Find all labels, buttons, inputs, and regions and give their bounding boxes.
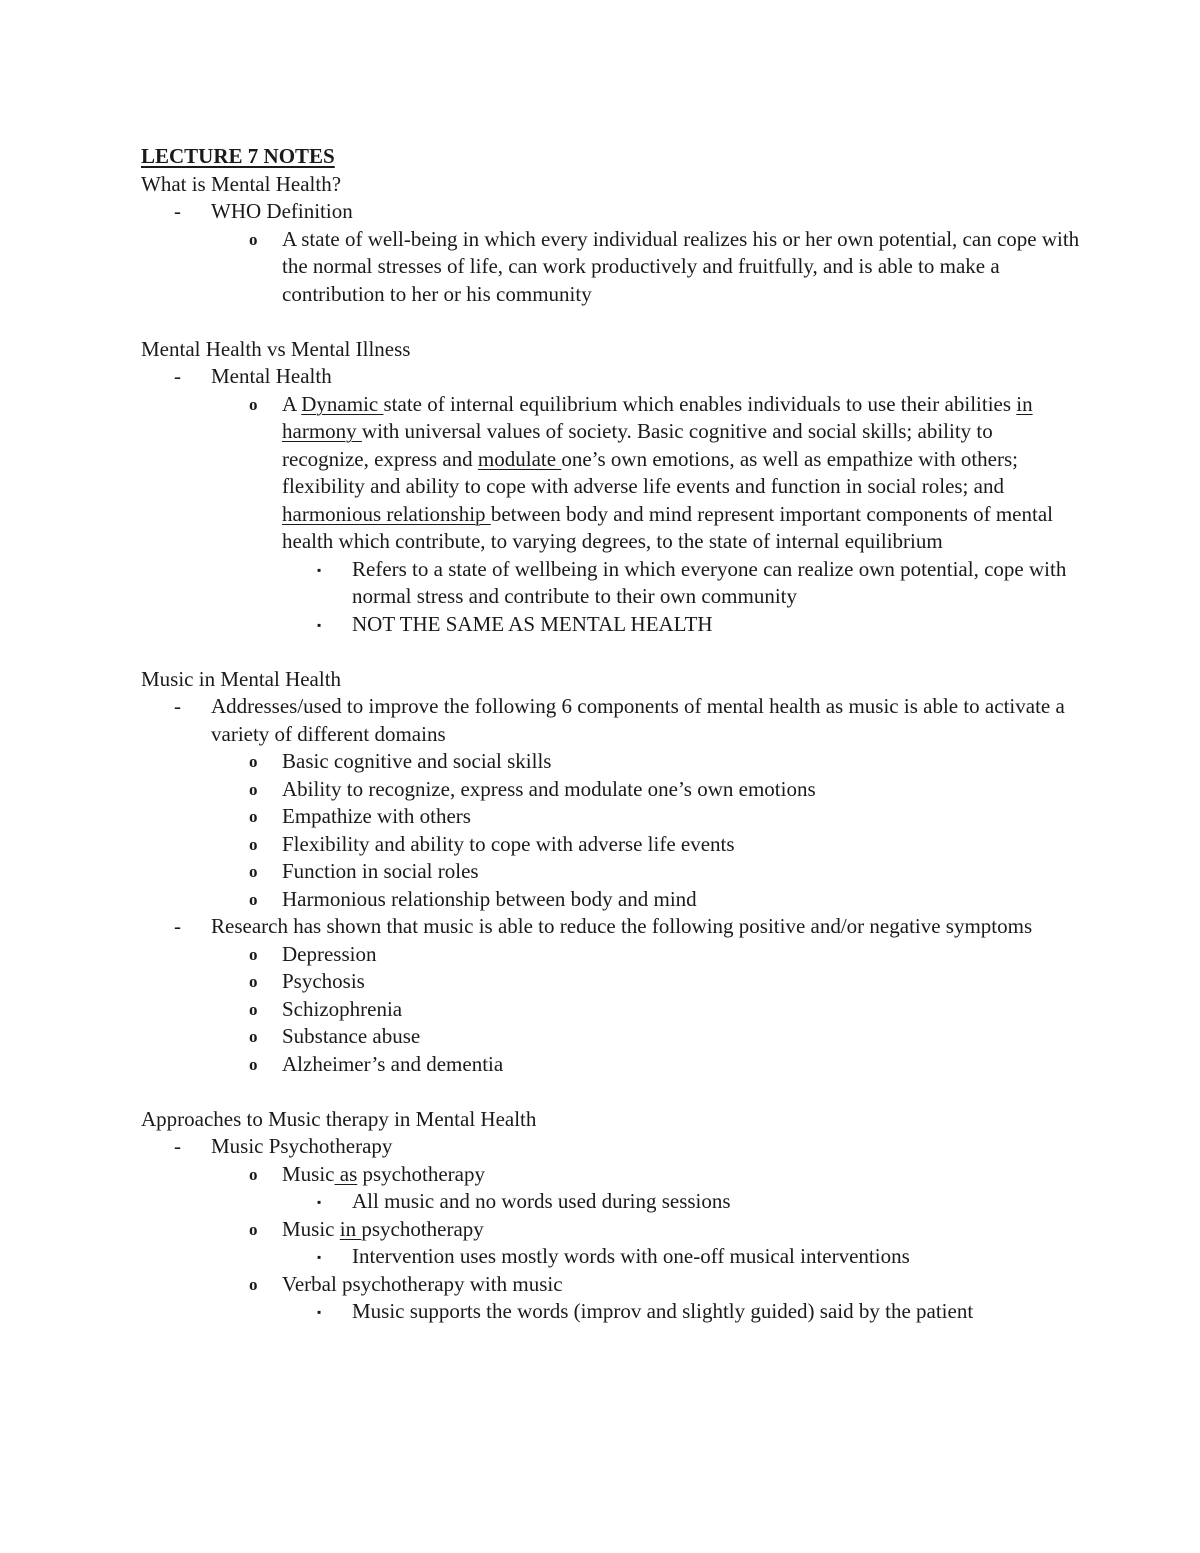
circle-bullet-icon: o xyxy=(249,1274,258,1294)
circle-bullet-icon: o xyxy=(249,999,258,1019)
list-item: ▪ Music supports the words (improv and slightly guided) said by the patient xyxy=(141,1298,1081,1326)
dash-bullet: - xyxy=(174,914,181,938)
spacer xyxy=(141,308,1081,336)
list-item: ▪ Refers to a state of wellbeing in which everyone can realize own potential, cope with normal stress and contribute to their own community xyxy=(317,556,1067,608)
dash-bullet: - xyxy=(174,199,181,223)
list-item: - Addresses/used to improve the following 6 components of mental health as music is able to activate a variety of different domains xyxy=(174,694,1065,746)
underlined-term: modulate xyxy=(477,446,562,471)
section-heading-mh-vs-mi: Mental Health vs Mental Illness xyxy=(141,336,411,361)
list-item: o A state of well-being in which every individual realizes his or her own potential, can cope with the normal stresses of life, can work productively and fruitfully, and is able to make a contribution to her or his community xyxy=(249,226,1080,306)
list-item: - Mental Health xyxy=(141,363,1081,391)
circle-bullet-icon: o xyxy=(249,889,258,909)
list-item xyxy=(141,391,1081,556)
underlined-term: as xyxy=(334,1161,358,1186)
list-item: ▪ All music and no words used during sessions xyxy=(141,1188,1081,1216)
circle-bullet-icon: o xyxy=(249,1027,258,1046)
underlined-term: in xyxy=(339,1216,362,1241)
circle-bullet-icon: o xyxy=(249,944,258,964)
list-item: - WHO Definition xyxy=(141,198,1081,226)
list-item: o Ability to recognize, express and modulate one’s own emotions xyxy=(141,776,1081,804)
list-item: o Empathize with others xyxy=(141,803,1081,831)
dash-bullet: - xyxy=(174,694,181,718)
circle-bullet-icon: o xyxy=(249,752,258,771)
list-item: o Harmonious relationship between body and mind xyxy=(141,886,1081,914)
definition-text: A Dynamic state of internal equilibrium which enables individuals to use their abilities in harmony with universal values of society. Basic cognitive and social skills; ability to recognize, express and modulate one’s own emotions, as well as empathize with others; flexibility and ability to cope with adverse life events and function in social roles; and harmonious relationship between body and mind represent important components of mental health which contribute, to varying degrees, to the state of internal equilibrium xyxy=(282,391,1053,553)
underlined-term: in harmony xyxy=(282,391,1033,443)
circle-bullet-icon: o xyxy=(249,862,258,881)
list-item: o Basic cognitive and social skills xyxy=(141,748,1081,776)
underlined-term: harmonious relationship xyxy=(282,501,491,526)
square-bullet-icon: ▪ xyxy=(317,617,322,632)
dash-bullet: - xyxy=(174,364,181,388)
section-heading-approaches: Approaches to Music therapy in Mental Health xyxy=(141,1106,537,1131)
circle-bullet-icon: o xyxy=(249,1164,258,1184)
list-item: o Music in psychotherapy xyxy=(141,1216,1081,1244)
list-item: o Psychosis xyxy=(141,968,1081,996)
list-item: o Alzheimer’s and dementia xyxy=(141,1051,1081,1079)
list-item: o Flexibility and ability to cope with adverse life events xyxy=(141,831,1081,859)
list-item: o Substance abuse xyxy=(141,1023,1081,1051)
circle-bullet-icon: o xyxy=(249,779,258,799)
list-item: o Depression xyxy=(141,941,1081,969)
circle-bullet-icon: o xyxy=(249,834,258,854)
square-bullet-icon: ▪ xyxy=(317,1195,322,1209)
circle-bullet-icon: o xyxy=(249,1054,258,1074)
circle-bullet-icon: o xyxy=(249,229,258,249)
spacer xyxy=(141,638,1081,666)
page-title: LECTURE 7 NOTES xyxy=(141,144,335,168)
list-item: ▪ NOT THE SAME AS MENTAL HEALTH xyxy=(141,611,1081,639)
circle-bullet-icon: o xyxy=(249,1219,258,1239)
dash-bullet: - xyxy=(174,1134,181,1158)
list-item: o Verbal psychotherapy with music xyxy=(141,1271,1081,1299)
list-item: - Music Psychotherapy xyxy=(141,1133,1081,1161)
document-page xyxy=(141,143,1081,1326)
square-bullet-icon: ▪ xyxy=(317,1305,322,1319)
spacer xyxy=(141,1078,1081,1106)
list-item: o Music as psychotherapy xyxy=(141,1161,1081,1189)
section-heading-what-is-mental-health: What is Mental Health? xyxy=(141,171,342,196)
circle-bullet-icon: o xyxy=(249,807,258,826)
circle-bullet-icon: o xyxy=(249,394,258,414)
list-item: ▪ Intervention uses mostly words with one-off musical interventions xyxy=(141,1243,1081,1271)
square-bullet-icon: ▪ xyxy=(317,562,322,577)
section-heading-music-in-mh: Music in Mental Health xyxy=(141,666,342,691)
list-item: - Research has shown that music is able to reduce the following positive and/or negative symptoms xyxy=(141,913,1081,941)
square-bullet-icon: ▪ xyxy=(317,1250,322,1264)
list-item: o Function in social roles xyxy=(141,858,1081,886)
underlined-term: Dynamic xyxy=(301,391,384,416)
list-item: o Schizophrenia xyxy=(141,996,1081,1024)
circle-bullet-icon: o xyxy=(249,972,258,991)
